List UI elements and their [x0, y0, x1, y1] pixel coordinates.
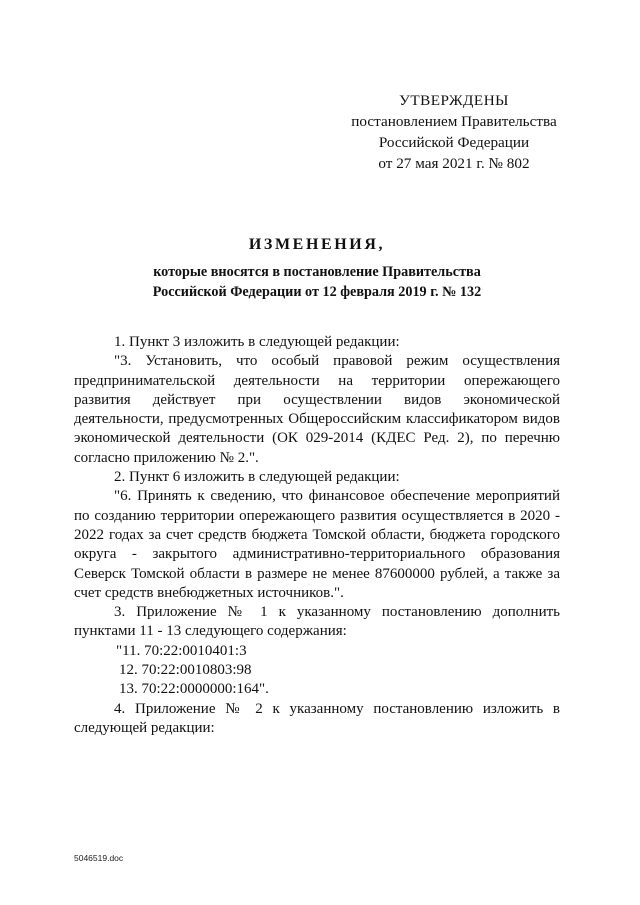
list-item-11: "11. 70:22:0010401:3: [116, 642, 247, 659]
approval-line-3: от 27 мая 2021 г. № 802: [378, 155, 530, 172]
paragraph-3: 2. Пункт 6 изложить в следующей редакции:: [114, 469, 400, 486]
paragraph-5: 3. Приложение № 1 к указанному постановлению дополнить пунктами 11 - 13 следующего содержания:: [74, 604, 560, 640]
document-body: [74, 333, 560, 738]
subtitle-line-1: которые вносятся в постановление Правительства: [153, 264, 481, 280]
approval-heading: УТВЕРЖДЕНЫ: [399, 92, 509, 109]
document-subtitle: [72, 263, 562, 302]
list-item-13: 13. 70:22:0000000:164".: [119, 681, 269, 698]
subtitle-line-2: Российской Федерации от 12 февраля 2019 г. № 132: [152, 283, 482, 300]
footer-filename: 5046519.doc: [74, 853, 124, 863]
list-item-12: 12. 70:22:0010803:98: [119, 662, 252, 679]
approval-line-1: постановлением Правительства: [351, 113, 557, 130]
paragraph-4: "6. Принять к сведению, что финансовое обеспечение мероприятий по созданию территории опережающего развития осуществляется в 2020 - 2022 годах за счет средств бюджета Томской области, бюджета городского округа - закрытого административно-территориального образования Северск Томской области в размере не менее 87600000 рублей, а также за счет средств внебюджетных источников.".: [74, 488, 560, 601]
paragraph-6: 4. Приложение № 2 к указанному постановлению изложить в следующей редакции:: [74, 700, 560, 736]
approval-line-2: Российской Федерации: [378, 134, 530, 151]
paragraph-1: 1. Пункт 3 изложить в следующей редакции:: [114, 334, 400, 350]
document-title: ИЗМЕНЕНИЯ,: [248, 236, 386, 253]
approval-block: [330, 90, 578, 174]
paragraph-2: "3. Установить, что особый правовой режим осуществления предпринимательской деятельности на территории опережающего развития действует при осуществлении видов экономической деятельности, предусмотренных Общероссийским классификатором видов экономической деятельности (ОК 029-2014 (КДЕС Ред. 2), по перечню согласно приложению № 2.".: [74, 353, 560, 466]
